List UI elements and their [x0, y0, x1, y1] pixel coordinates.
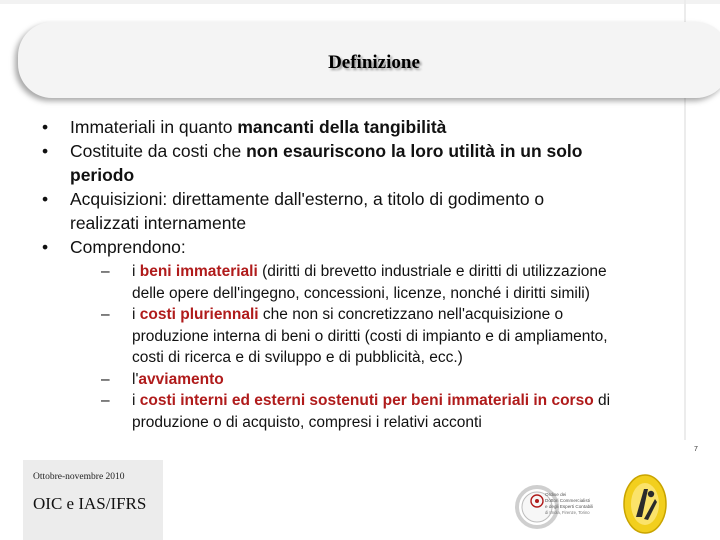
footer-brand: OIC e IAS/IFRS [33, 494, 147, 513]
bullet-line: realizzati internamente [70, 213, 247, 233]
sub-line: produzione interna di beni o diritti (costi di impianto e di ampliamento, [132, 327, 608, 345]
sub-text: (diritti di brevetto industriale e diritti di utilizzazione [257, 263, 607, 280]
sub-line: produzione o di acquisto, compresi i relativi acconti [132, 413, 482, 431]
sub-line [132, 304, 690, 326]
highlight-term: costi pluriennali [139, 306, 259, 323]
bullet-item [0, 187, 690, 235]
sub-line [132, 390, 690, 412]
sub-text: l' [132, 370, 139, 388]
odc-logo-text: Dottori Commercialisti [545, 498, 590, 503]
sub-line: delle opere dell'ingegno, concessioni, licenze, nonché i diritti simili) [132, 284, 590, 302]
bullet-dot: • [42, 189, 49, 209]
top-rule [0, 0, 720, 4]
bullet-line: Comprendono: [70, 237, 186, 257]
sub-item [101, 304, 690, 369]
odc-logo [515, 478, 603, 536]
bullet-list [0, 115, 690, 433]
highlight-term: beni immateriali [139, 263, 258, 280]
gold-emblem-logo [622, 473, 668, 535]
bullet-line [70, 163, 690, 187]
sub-text: i [132, 392, 140, 409]
sub-text: i [132, 263, 140, 280]
sub-line: costi di ricerca e di sviluppo e di pubblicità, ecc.) [132, 349, 463, 366]
bullet-emphasis: mancanti della tangibilità [237, 117, 447, 137]
sub-item [101, 369, 690, 391]
bullet-text: Costituite da costi che [70, 141, 247, 161]
odc-logo-text: Ordine dei [545, 492, 567, 497]
bullet-dot: • [42, 237, 49, 257]
odc-logo-text: e degli Esperti Contabili [545, 504, 594, 509]
sub-text: di [593, 392, 611, 409]
sub-dash: – [101, 392, 110, 409]
bullet-text: Immateriali in quanto [70, 117, 238, 137]
bullet-dot: • [42, 141, 49, 161]
footer-date: Ottobre-novembre 2010 [33, 472, 125, 482]
bullet-item [0, 139, 690, 187]
bullet-dot: • [42, 117, 49, 137]
odc-logo-emblem-center [535, 499, 539, 503]
sub-item [101, 390, 690, 433]
bullet-line [70, 115, 690, 139]
sub-item [101, 261, 690, 304]
sub-line [132, 261, 690, 283]
sub-text: che non si concretizzano nell'acquisizione o [258, 306, 564, 323]
gold-emblem-dot [648, 491, 654, 497]
bullet-line: Acquisizioni: direttamente dall'esterno, a titolo di godimento o [70, 189, 545, 209]
page-number: 7 [694, 446, 698, 453]
sub-dash: – [101, 263, 110, 280]
bullet-item [0, 235, 690, 433]
slide-title: Definizione [328, 52, 420, 73]
highlight-term: costi interni ed esterni sostenuti per beni immateriali in corso [139, 392, 594, 409]
bullet-item [0, 115, 690, 139]
sub-dash: – [101, 370, 110, 388]
bullet-emphasis: periodo [70, 165, 135, 185]
sub-text: i [132, 306, 140, 323]
sub-line [132, 369, 690, 391]
bullet-line [70, 139, 690, 163]
bullet-emphasis: non esauriscono la loro utilità in un solo [246, 141, 583, 161]
sub-list [70, 261, 690, 433]
odc-logo-text: di Imola, Firenze, Torino [545, 510, 590, 515]
sub-dash: – [101, 306, 110, 323]
highlight-term: avviamento [138, 370, 224, 388]
